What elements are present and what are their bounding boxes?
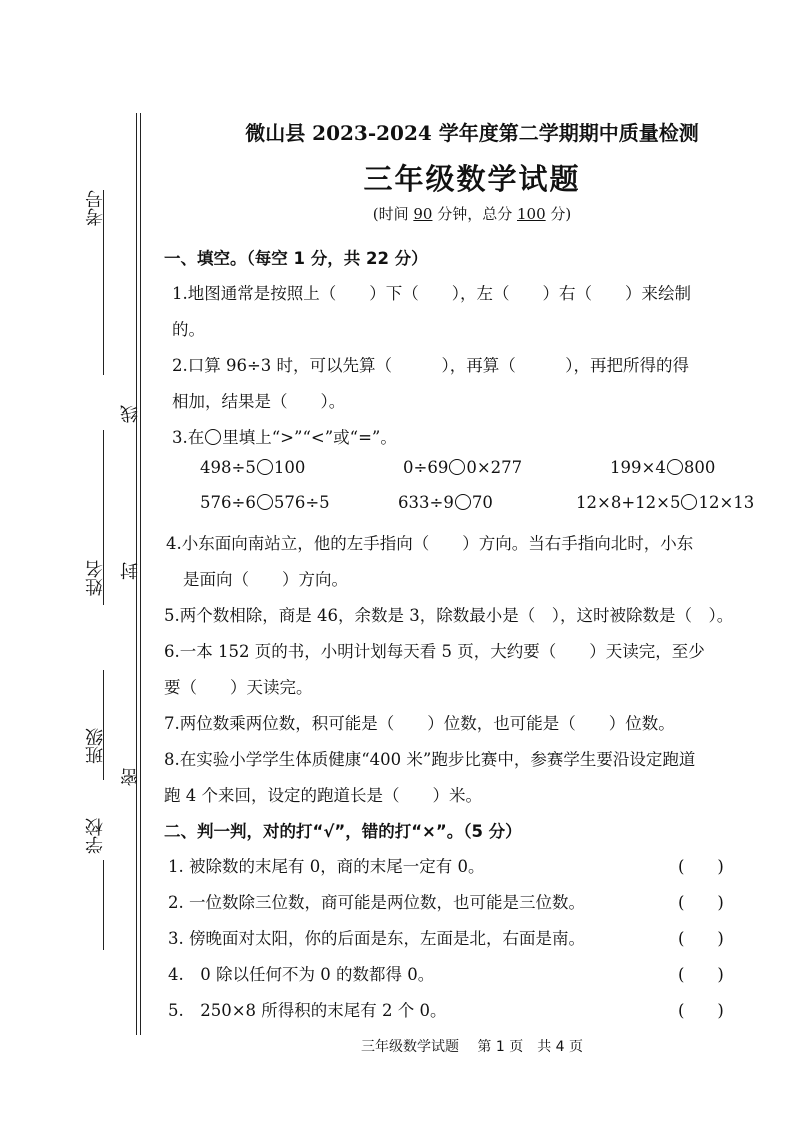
school-label: 学校 bbox=[85, 818, 106, 854]
compare-circle-icon[interactable] bbox=[257, 494, 273, 510]
comparison-1: 498÷5 100 bbox=[200, 458, 306, 477]
judge-item-4: 4. 0 除以任何不为 0 的数都得 0。 bbox=[168, 965, 435, 984]
comparison-3: 199×4 800 bbox=[610, 458, 716, 477]
judge-answer-5[interactable]: ( ) bbox=[678, 1001, 724, 1020]
score-value: 100 bbox=[517, 205, 546, 223]
comparison-4: 576÷6 576÷5 bbox=[200, 493, 330, 512]
judge-item-5: 5. 250×8 所得积的末尾有 2 个 0。 bbox=[168, 1001, 447, 1020]
compare-circle-icon[interactable] bbox=[667, 459, 683, 475]
exam-number-blank bbox=[103, 190, 104, 375]
question-5: 5.两个数相除，商是 46，余数是 3，除数最小是（ ），这时被除数是（ ）。 bbox=[164, 606, 734, 625]
question-8-line-1: 8.在实验小学学生体质健康“400 米”跑步比赛中，参赛学生要沿设定跑道 bbox=[164, 750, 696, 769]
seal-char-seal: 封 bbox=[120, 562, 141, 580]
page-footer: 三年级数学试题 第 1 页 共 4 页 bbox=[360, 1039, 584, 1055]
judge-answer-1[interactable]: ( ) bbox=[678, 857, 724, 876]
class-label: 班级 bbox=[85, 728, 106, 764]
time-value: 90 bbox=[413, 205, 433, 223]
comparison-5: 633÷9 70 bbox=[398, 493, 493, 512]
judge-item-1: 1. 被除数的末尾有 0，商的末尾一定有 0。 bbox=[168, 857, 485, 876]
exam-subtitle: 三年级数学试题 bbox=[363, 162, 581, 196]
question-4-line-1: 4.小东面向南站立，他的左手指向（ ）方向。当右手指向北时，小东 bbox=[166, 534, 694, 553]
compare-circle-icon bbox=[205, 429, 221, 445]
compare-circle-icon[interactable] bbox=[449, 459, 465, 475]
name-label: 姓名 bbox=[85, 560, 106, 596]
question-6-line-2: 要（ ）天读完。 bbox=[164, 678, 313, 697]
judge-answer-3[interactable]: ( ) bbox=[678, 929, 724, 948]
seal-char-line: 线 bbox=[120, 405, 141, 423]
judge-answer-4[interactable]: ( ) bbox=[678, 965, 724, 984]
section2-heading: 二、判一判，对的打“√”，错的打“×”。（5 分） bbox=[164, 822, 522, 841]
class-blank bbox=[103, 670, 104, 780]
exam-number-label: 考号 bbox=[85, 190, 106, 226]
compare-circle-icon[interactable] bbox=[681, 494, 697, 510]
judge-item-3: 3. 傍晚面对太阳，你的后面是东，左面是北，右面是南。 bbox=[168, 929, 585, 948]
question-7: 7.两位数乘两位数，积可能是（ ）位数，也可能是（ ）位数。 bbox=[164, 714, 675, 733]
question-2-line-1: 2.口算 96÷3 时，可以先算（ ），再算（ ），再把所得的得 bbox=[172, 356, 690, 375]
exam-time-score: (时间 90 分钟，总分 100 分) bbox=[372, 205, 572, 223]
comparison-2: 0÷69 0×277 bbox=[403, 458, 523, 477]
question-8-line-2: 跑 4 个来回，设定的跑道长是（ ）米。 bbox=[164, 786, 482, 805]
question-1-line-1: 1.地图通常是按照上（ ）下（ ），左（ ）右（ ）来绘制 bbox=[172, 284, 691, 303]
question-4-line-2: 是面向（ ）方向。 bbox=[183, 570, 348, 589]
judge-item-2: 2. 一位数除三位数，商可能是两位数，也可能是三位数。 bbox=[168, 893, 585, 912]
compare-circle-icon[interactable] bbox=[257, 459, 273, 475]
school-blank bbox=[103, 860, 104, 950]
compare-circle-icon[interactable] bbox=[455, 494, 471, 510]
seal-char-dense: 密 bbox=[120, 768, 141, 786]
exam-title: 微山县 2023-2024 学年度第二学期期中质量检测 bbox=[245, 121, 699, 145]
question-2-line-2: 相加，结果是（ ）。 bbox=[172, 392, 346, 411]
section1-heading: 一、填空。（每空 1 分，共 22 分） bbox=[164, 249, 428, 268]
comparison-6: 12×8+12×5 12×13 bbox=[576, 493, 755, 512]
judge-answer-2[interactable]: ( ) bbox=[678, 893, 724, 912]
question-1-line-2: 的。 bbox=[172, 320, 205, 339]
question-3-prompt: 3.在 里填上“>”“<”或“=”。 bbox=[172, 428, 397, 447]
question-6-line-1: 6.一本 152 页的书，小明计划每天看 5 页，大约要（ ）天读完，至少 bbox=[164, 642, 705, 661]
name-blank bbox=[103, 430, 104, 605]
